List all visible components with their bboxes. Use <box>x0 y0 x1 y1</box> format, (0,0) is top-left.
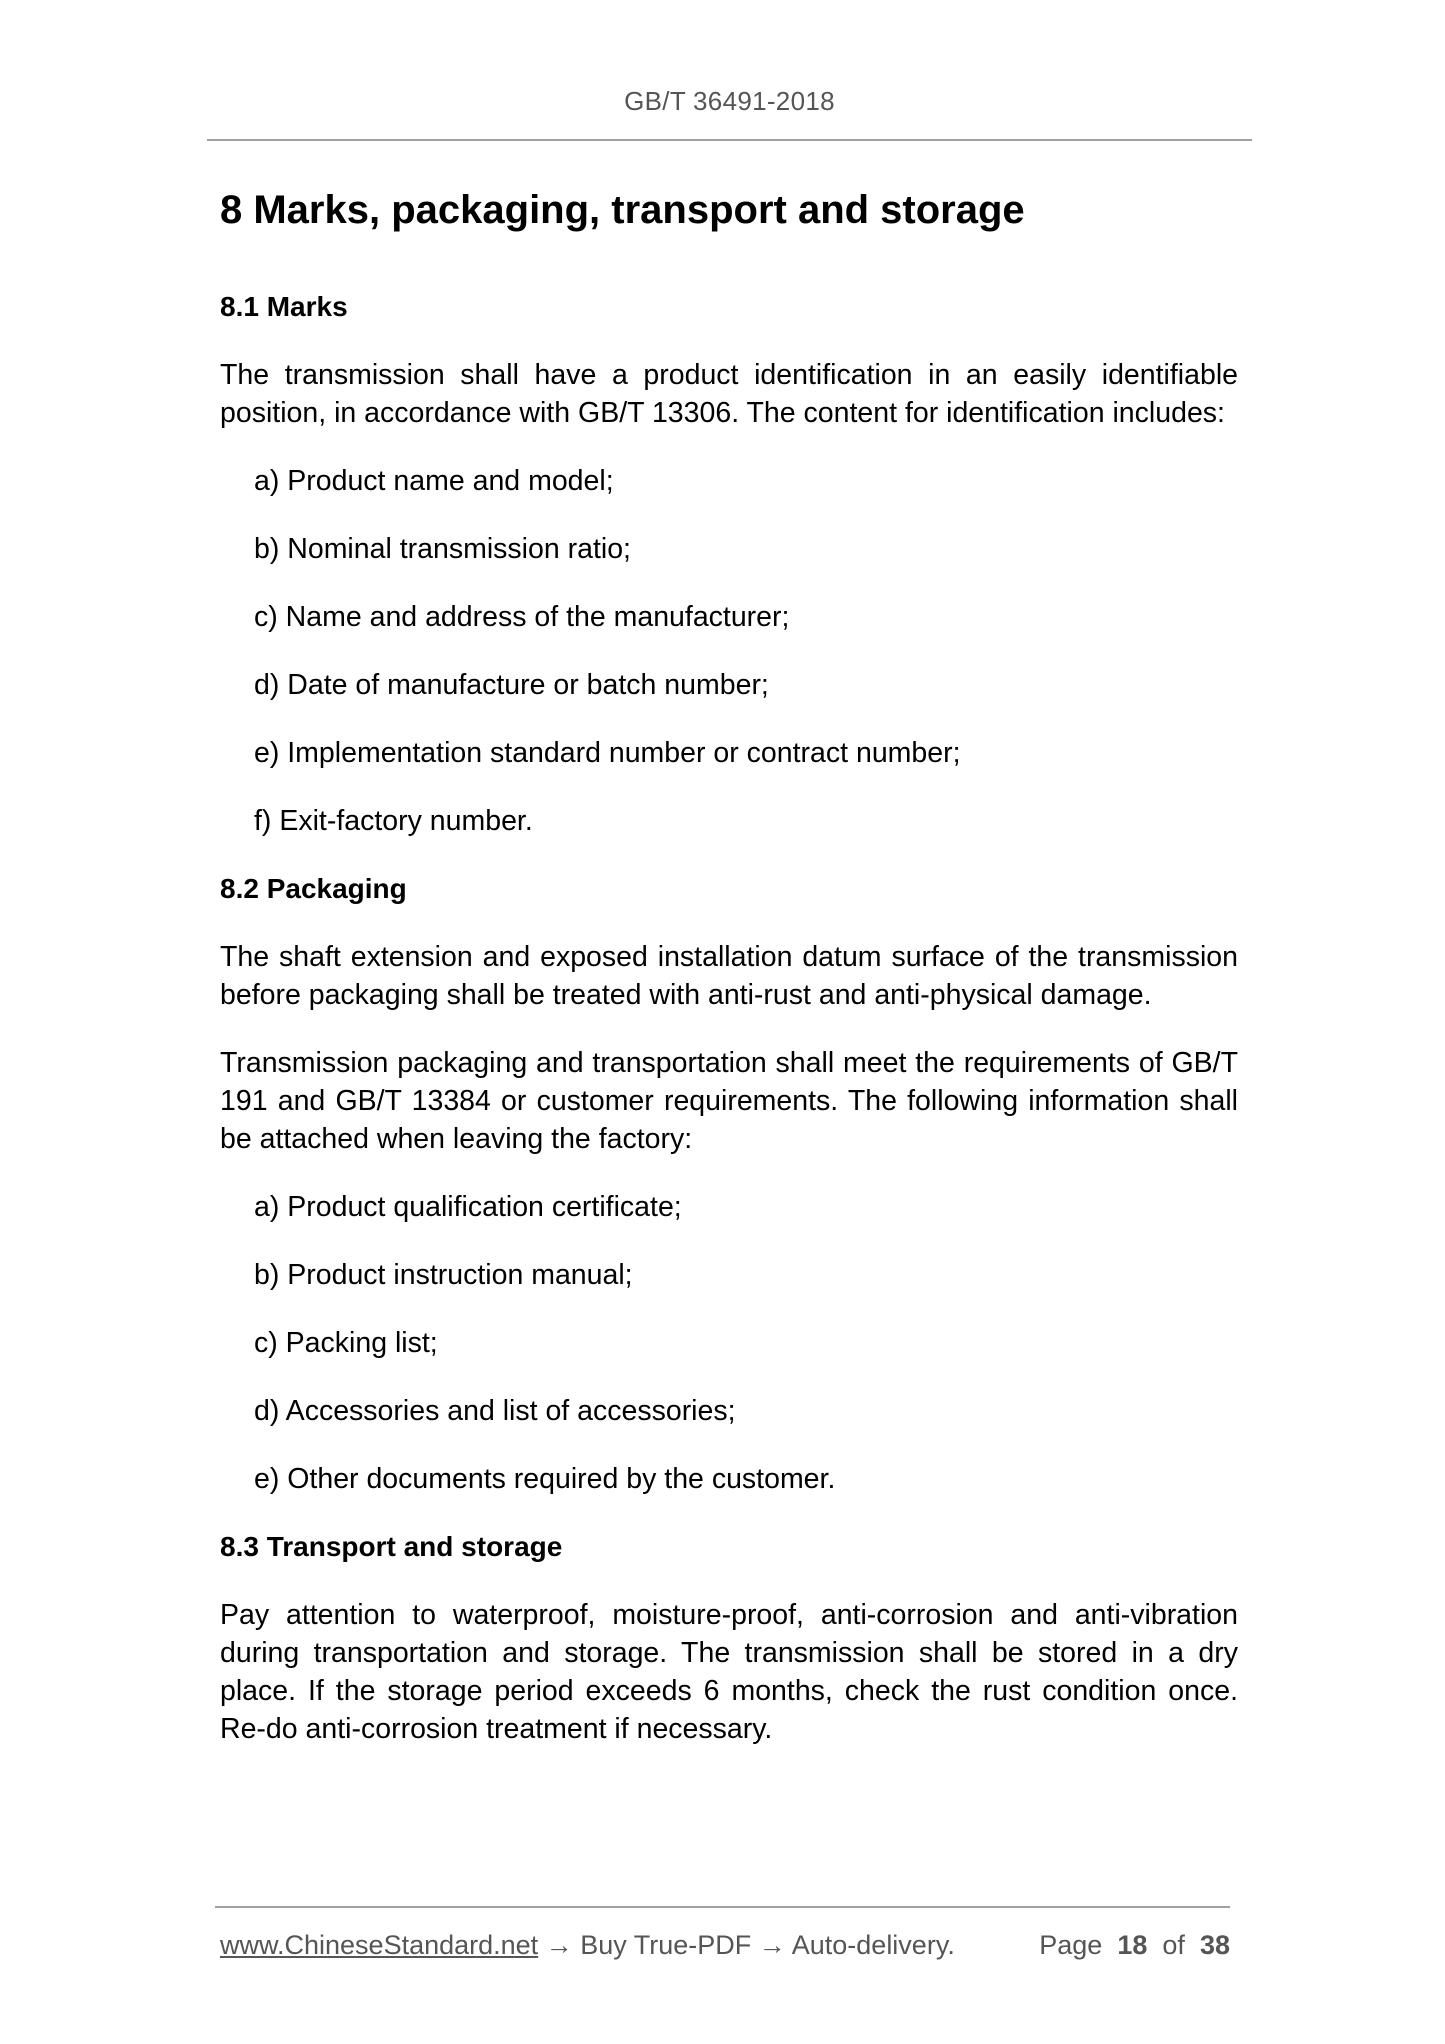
page-counter <box>1039 1925 1230 1965</box>
transport-paragraph: Pay attention to waterproof, moisture-proof, anti-corrosion and anti-vibration during transportation and storage. The transmission shall be stored in a dry place. If the storage period exceeds 6 months, check the rust condition once. Re-do anti-corrosion treatment if necessary. <box>220 1599 1238 1745</box>
subsection-heading-packaging: 8.2 Packaging <box>220 873 407 904</box>
list-item: c) Packing list; <box>254 1327 438 1359</box>
document-body <box>220 180 1238 1778</box>
marks-paragraph: The transmission shall have a product identification in an easily identifiable position, in accordance with GB/T 13306. The content for identification includes: <box>220 359 1238 429</box>
footer-promo-text: → Buy True-PDF → Auto-delivery. <box>538 1930 955 1960</box>
list-item: d) Accessories and list of accessories; <box>254 1395 736 1427</box>
list-item: f) Exit-factory number. <box>254 805 533 837</box>
footer-promo <box>220 1925 955 1965</box>
header-divider <box>207 139 1252 141</box>
list-item: b) Nominal transmission ratio; <box>254 533 631 565</box>
list-item: d) Date of manufacture or batch number; <box>254 669 769 701</box>
subsection-heading-marks: 8.1 Marks <box>220 291 348 322</box>
footer-site-link[interactable]: www.ChineseStandard.net <box>220 1930 539 1960</box>
packaging-paragraph-2: Transmission packaging and transportation shall meet the requirements of GB/T 191 and GB/T 13384 or customer requirements. The following information shall be attached when leaving the factory: <box>220 1047 1238 1155</box>
section-title: 8 Marks, packaging, transport and storage <box>220 188 1025 232</box>
of-label: of <box>1162 1930 1185 1960</box>
list-item: a) Product name and model; <box>254 465 614 497</box>
list-item: e) Implementation standard number or contract number; <box>254 737 961 769</box>
list-item: b) Product instruction manual; <box>254 1259 633 1291</box>
page-header-doc-id: GB/T 36491-2018 <box>624 86 835 116</box>
list-item: e) Other documents required by the customer. <box>254 1463 836 1495</box>
packaging-paragraph-1: The shaft extension and exposed installation datum surface of the transmission before packaging shall be treated with anti-rust and anti-physical damage. <box>220 941 1238 1011</box>
page-footer <box>220 1925 1230 1965</box>
total-pages-number: 38 <box>1199 1930 1230 1960</box>
page-label: Page <box>1039 1930 1103 1960</box>
footer-divider <box>215 1906 1230 1908</box>
list-item: c) Name and address of the manufacturer; <box>254 601 790 633</box>
subsection-heading-transport: 8.3 Transport and storage <box>220 1531 563 1562</box>
list-item: a) Product qualification certificate; <box>254 1191 682 1223</box>
current-page-number: 18 <box>1117 1930 1148 1960</box>
